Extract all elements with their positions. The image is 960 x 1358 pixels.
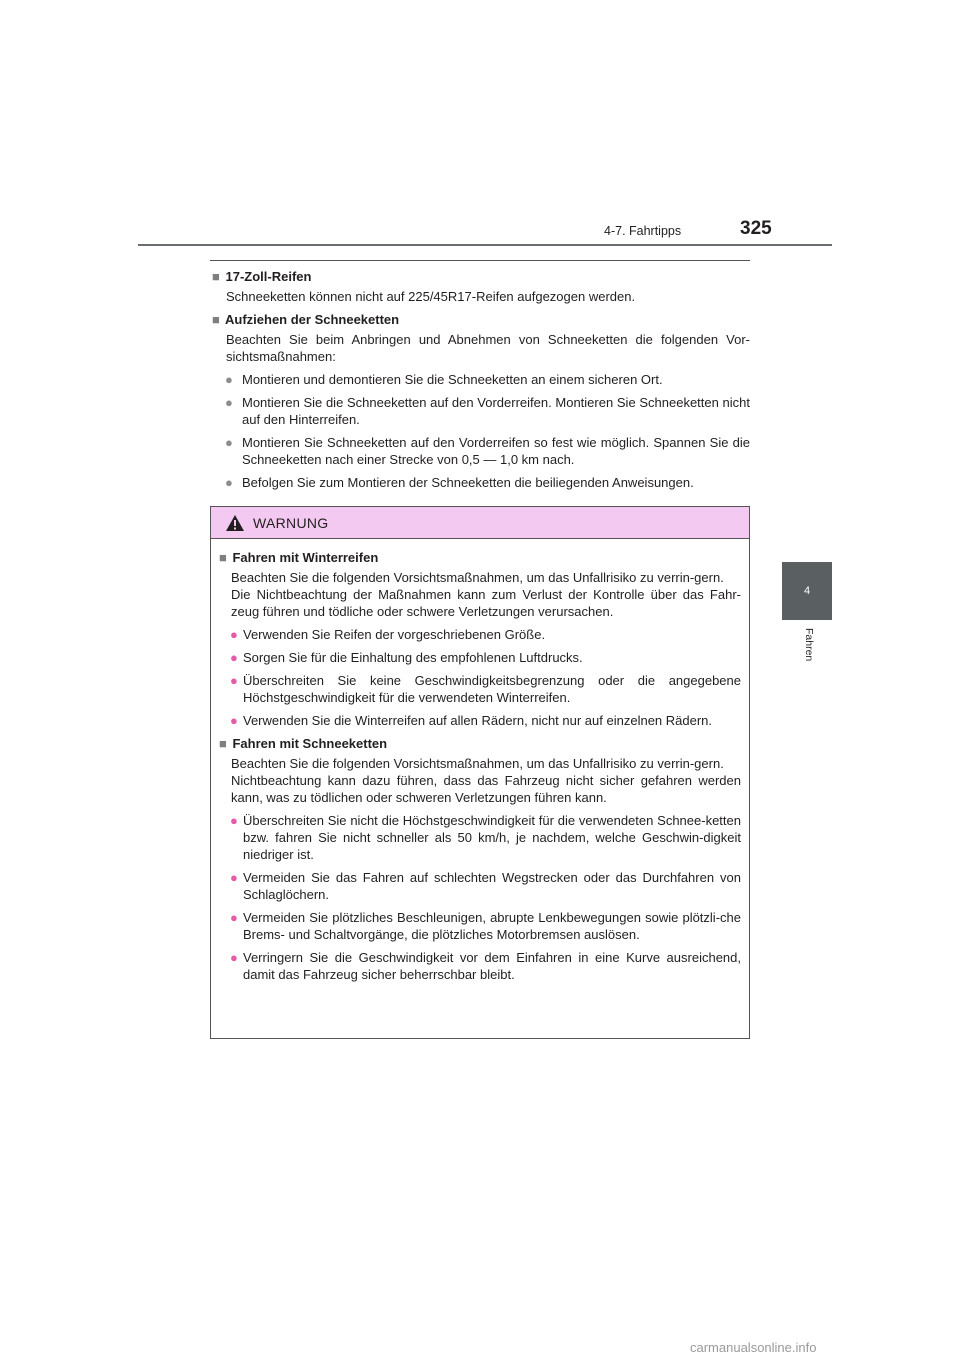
section-title: Fahren mit Schneeketten bbox=[232, 736, 388, 751]
section-text: Die Nichtbeachtung der Maßnahmen kann zum Verlust der Kontrolle über das Fahr-zeug führen und tödliche oder schwere Verletzungen verursachen. bbox=[231, 587, 741, 619]
list-item: ● Verringern Sie die Geschwindigkeit vor dem Einfahren in eine Kurve ausreichend, damit das Fahrzeug sicher beherrschbar bleibt. bbox=[230, 950, 741, 982]
chapter-number: 4 bbox=[803, 585, 811, 597]
circle-bullet-icon: ● bbox=[230, 673, 238, 688]
chapter-label: Fahren bbox=[803, 628, 815, 662]
section-header: 4-7. Fahrtipps bbox=[604, 224, 682, 238]
warning-title: WARNUNG bbox=[253, 514, 329, 531]
bullet-list bbox=[219, 812, 741, 983]
list-item: ● Montieren Sie die Schneeketten auf den Vorderreifen. Montieren Sie Schneeketten nicht auf den Hinterreifen. bbox=[225, 395, 750, 427]
circle-bullet-icon: ● bbox=[230, 713, 238, 728]
square-bullet-icon: ■ bbox=[212, 269, 220, 284]
section-title: Fahren mit Winterreifen bbox=[232, 550, 379, 565]
section-title: Aufziehen der Schneeketten bbox=[225, 312, 400, 327]
section-text: Nichtbeachtung kann dazu führen, dass das Fahrzeug nicht sicher gefahren werden kann, was zu tödlichen oder schweren Verletzungen führen kann. bbox=[231, 773, 741, 805]
list-item: ● Überschreiten Sie keine Geschwindigkeitsbegrenzung oder die angegebene Höchstgeschwindigkeit für die verwendeten Winterreifen. bbox=[230, 673, 741, 705]
circle-bullet-icon: ● bbox=[230, 650, 238, 665]
list-item: ● Montieren Sie Schneeketten auf den Vorderreifen so fest wie möglich. Spannen Sie die Schneeketten nach einer Strecke von 0,5 — 1,0 km nach. bbox=[225, 435, 750, 467]
square-bullet-icon: ■ bbox=[212, 312, 220, 327]
warning-section-schneeketten bbox=[219, 735, 741, 983]
list-item: ● Befolgen Sie zum Montieren der Schneeketten die beiliegenden Anweisungen. bbox=[225, 475, 694, 490]
circle-bullet-icon: ● bbox=[225, 435, 233, 450]
list-item: ● Verwenden Sie Reifen der vorgeschriebenen Größe. bbox=[230, 627, 546, 642]
list-item: ● Überschreiten Sie nicht die Höchstgeschwindigkeit für die verwendeten Schnee-ketten bzw. fahren Sie nicht schneller als 50 km/h, je nachdem, welche Geschwin-digkeit niedriger ist. bbox=[230, 813, 741, 862]
circle-bullet-icon: ● bbox=[225, 475, 233, 490]
section-aufziehen bbox=[212, 311, 750, 491]
page-number: 325 bbox=[740, 218, 772, 239]
header-divider bbox=[138, 244, 832, 246]
section-text: Beachten Sie beim Anbringen und Abnehmen von Schneeketten die folgenden Vor-sichtsmaßnahmen: bbox=[226, 332, 750, 364]
circle-bullet-icon: ● bbox=[225, 372, 233, 387]
circle-bullet-icon: ● bbox=[230, 813, 238, 828]
bullet-list bbox=[212, 371, 750, 491]
list-item: ● Montieren und demontieren Sie die Schneeketten an einem sicheren Ort. bbox=[225, 372, 663, 387]
main-content bbox=[212, 268, 750, 497]
chapter-tab bbox=[782, 562, 832, 620]
list-item: ● Vermeiden Sie das Fahren auf schlechten Wegstrecken oder das Durchfahren von Schlaglöchern. bbox=[230, 870, 741, 902]
circle-bullet-icon: ● bbox=[230, 870, 238, 885]
content-divider bbox=[210, 260, 750, 261]
square-bullet-icon: ■ bbox=[219, 736, 227, 751]
list-item: ● Sorgen Sie für die Einhaltung des empfohlenen Luftdrucks. bbox=[230, 650, 583, 665]
section-text: Beachten Sie die folgenden Vorsichtsmaßnahmen, um das Unfallrisiko zu verrin-gern. bbox=[231, 756, 724, 771]
warning-header bbox=[211, 507, 749, 539]
warning-triangle-icon bbox=[225, 514, 245, 532]
bullet-list bbox=[219, 626, 741, 729]
list-item: ● Verwenden Sie die Winterreifen auf allen Rädern, nicht nur auf einzelnen Rädern. bbox=[230, 713, 713, 728]
watermark: carmanualsonline.info bbox=[690, 1340, 817, 1355]
warning-box bbox=[210, 506, 750, 1039]
square-bullet-icon: ■ bbox=[219, 550, 227, 565]
list-item: ● Vermeiden Sie plötzliches Beschleunigen, abrupte Lenkbewegungen sowie plötzli-che Brems- und Schaltvorgänge, die plötzliches Motorbremsen auslösen. bbox=[230, 910, 741, 942]
warning-section-winterreifen bbox=[219, 549, 741, 729]
section-17-zoll bbox=[212, 268, 750, 305]
section-text: Schneeketten können nicht auf 225/45R17-Reifen aufgezogen werden. bbox=[226, 289, 636, 304]
section-title: 17-Zoll-Reifen bbox=[225, 269, 312, 284]
circle-bullet-icon: ● bbox=[230, 910, 238, 925]
circle-bullet-icon: ● bbox=[230, 627, 238, 642]
circle-bullet-icon: ● bbox=[225, 395, 233, 410]
section-text: Beachten Sie die folgenden Vorsichtsmaßnahmen, um das Unfallrisiko zu verrin-gern. bbox=[231, 570, 724, 585]
warning-body bbox=[211, 539, 749, 983]
circle-bullet-icon: ● bbox=[230, 950, 238, 965]
